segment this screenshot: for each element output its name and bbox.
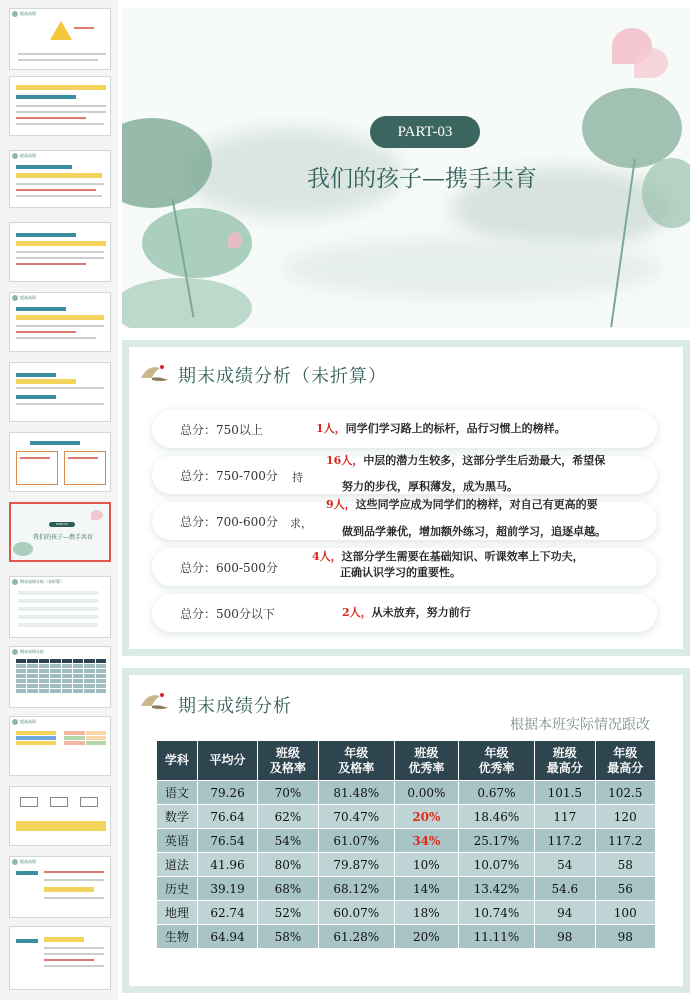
score-band-description-cont: 做到品学兼优，增加额外练习，超前学习，追逐卓越。 [342,525,606,538]
column-header: 年级 最高分 [595,741,655,781]
student-count: 2人， [342,606,372,619]
table-cell: 10.74% [458,901,534,925]
slide-title: 期末成绩分析（未折算） [178,366,387,387]
slide-thumbnail-1[interactable] [9,8,111,70]
score-band-description: 9人，这些同学应成为同学们的榜样，对自己有更高的要 [326,498,598,511]
score-band-description: 4人，这部分学生需要在基础知识、听课效率上下功夫， [312,550,584,563]
crane-icon [138,686,172,716]
table-cell: 18% [394,901,458,925]
table-cell-highlight: 20% [394,805,458,829]
table-cell: 14% [394,877,458,901]
score-band-label: 总分：750以上 [180,423,263,437]
slide-thumbnail-13[interactable]: 提高成绩 [9,856,111,918]
table-cell: 62.74 [197,901,257,925]
lotus-flower-graphic [634,48,668,78]
table-cell: 81.48% [318,781,394,805]
slide-thumbnail-5[interactable]: 提高成绩 [9,292,111,352]
crane-icon [138,358,172,388]
table-cell: 101.5 [535,781,595,805]
slide-thumbnail-3[interactable]: 提高成绩 [9,150,111,208]
column-header: 班级 及格率 [258,741,318,781]
score-band-description: 2人，从未放弃，努力前行 [342,606,471,619]
table-row [157,925,656,949]
table-cell: 英语 [157,829,198,853]
slide-thumbnail-7[interactable] [9,432,111,492]
table-cell: 102.5 [595,781,655,805]
slide-thumbnail-10[interactable]: 期末成绩分析 [9,646,111,708]
thumbnail-header: 提高成绩 [12,11,36,17]
table-cell: 61.28% [318,925,394,949]
score-band-label: 总分：500分以下 [180,607,275,621]
table-cell: 54.6 [535,877,595,901]
table-cell: 道法 [157,853,198,877]
table-cell: 60.07% [318,901,394,925]
score-band-description: 1人，同学们学习路上的标杆，品行习惯上的榜样。 [316,422,566,435]
table-cell: 54% [258,829,318,853]
score-band-suffix: 持 [292,471,303,484]
score-band-label: 总分：700-600分 [180,515,278,529]
table-cell: 68.12% [318,877,394,901]
section-title: 我们的孩子—携手共育 [307,166,537,192]
column-header: 年级 及格率 [318,741,394,781]
slide-title: 期末成绩分析 [178,696,292,717]
table-cell: 117.2 [535,829,595,853]
table-cell: 62% [258,805,318,829]
slide-score-analysis-table[interactable] [122,668,690,993]
column-header: 平均分 [197,741,257,781]
table-cell: 25.17% [458,829,534,853]
table-cell: 94 [535,901,595,925]
part-badge: PART-03 [370,116,480,148]
table-cell: 13.42% [458,877,534,901]
table-cell: 0.00% [394,781,458,805]
table-cell: 56 [595,877,655,901]
student-count: 16人， [326,454,364,467]
column-header: 班级 优秀率 [394,741,458,781]
table-cell: 语文 [157,781,198,805]
slide-thumbnail-4[interactable] [9,222,111,282]
column-header: 学科 [157,741,198,781]
table-cell: 54 [535,853,595,877]
slide-thumbnail-9[interactable]: 期末成绩分析（未折算） [9,576,111,638]
table-cell: 117.2 [595,829,655,853]
table-cell: 18.46% [458,805,534,829]
slide-thumbnail-8-selected[interactable]: PART-03 我们的孩子—携手共育 [9,502,111,562]
table-cell: 80% [258,853,318,877]
table-cell: 0.67% [458,781,534,805]
table-cell: 117 [535,805,595,829]
score-band-description-cont: 努力的步伐，厚积薄发，成为黑马。 [342,480,518,493]
table-cell: 39.19 [197,877,257,901]
table-cell: 数学 [157,805,198,829]
lotus-bud-graphic [228,232,242,248]
slide-thumbnail-11[interactable]: 提高成绩 [9,716,111,776]
table-row [157,829,656,853]
column-header: 班级 最高分 [535,741,595,781]
table-cell: 10.07% [458,853,534,877]
student-count: 4人， [312,550,342,563]
subject-score-table [156,740,656,949]
table-cell: 58 [595,853,655,877]
table-cell: 98 [535,925,595,949]
table-cell: 70.47% [318,805,394,829]
slide-section-cover[interactable] [122,8,690,328]
table-row [157,901,656,925]
slide-thumbnail-panel [0,0,118,1000]
table-cell-highlight: 34% [394,829,458,853]
score-band-label: 总分：750-700分 [180,469,278,483]
score-band-description: 16人，中层的潜力生较多，这部分学生后劲最大，希望保 [326,454,606,467]
table-cell: 历史 [157,877,198,901]
column-header: 年级 优秀率 [458,741,534,781]
table-header-row [157,741,656,781]
slide-thumbnail-6[interactable] [9,362,111,422]
table-row [157,781,656,805]
slide-thumbnail-14[interactable] [9,926,111,990]
slide-score-analysis-unconverted[interactable] [122,340,690,656]
table-cell: 76.64 [197,805,257,829]
table-cell: 79.87% [318,853,394,877]
table-cell: 100 [595,901,655,925]
table-cell: 79.26 [197,781,257,805]
table-cell: 地理 [157,901,198,925]
slide-subtitle-note: 根据本班实际情况跟改 [510,717,650,733]
table-cell: 64.94 [197,925,257,949]
table-cell: 68% [258,877,318,901]
score-band-description-cont: 正确认识学习的重要性。 [340,566,461,579]
table-cell: 41.96 [197,853,257,877]
slide-thumbnail-12[interactable] [9,786,111,846]
score-band-label: 总分：600-500分 [180,561,278,575]
student-count: 9人， [326,498,356,511]
slide-thumbnail-2[interactable] [9,76,111,136]
table-row [157,805,656,829]
pyramid-graphic [50,21,72,40]
table-cell: 76.54 [197,829,257,853]
table-cell: 20% [394,925,458,949]
table-cell: 生物 [157,925,198,949]
table-cell: 11.11% [458,925,534,949]
student-count: 1人， [316,422,346,435]
table-cell: 10% [394,853,458,877]
score-band-suffix: 求， [290,517,312,530]
table-cell: 61.07% [318,829,394,853]
lotus-leaf-graphic [582,88,682,168]
table-cell: 70% [258,781,318,805]
thumbnail-title: 我们的孩子—携手共育 [32,534,93,541]
table-cell: 58% [258,925,318,949]
table-row [157,877,656,901]
table-cell: 120 [595,805,655,829]
table-row [157,853,656,877]
table-cell: 98 [595,925,655,949]
table-cell: 52% [258,901,318,925]
